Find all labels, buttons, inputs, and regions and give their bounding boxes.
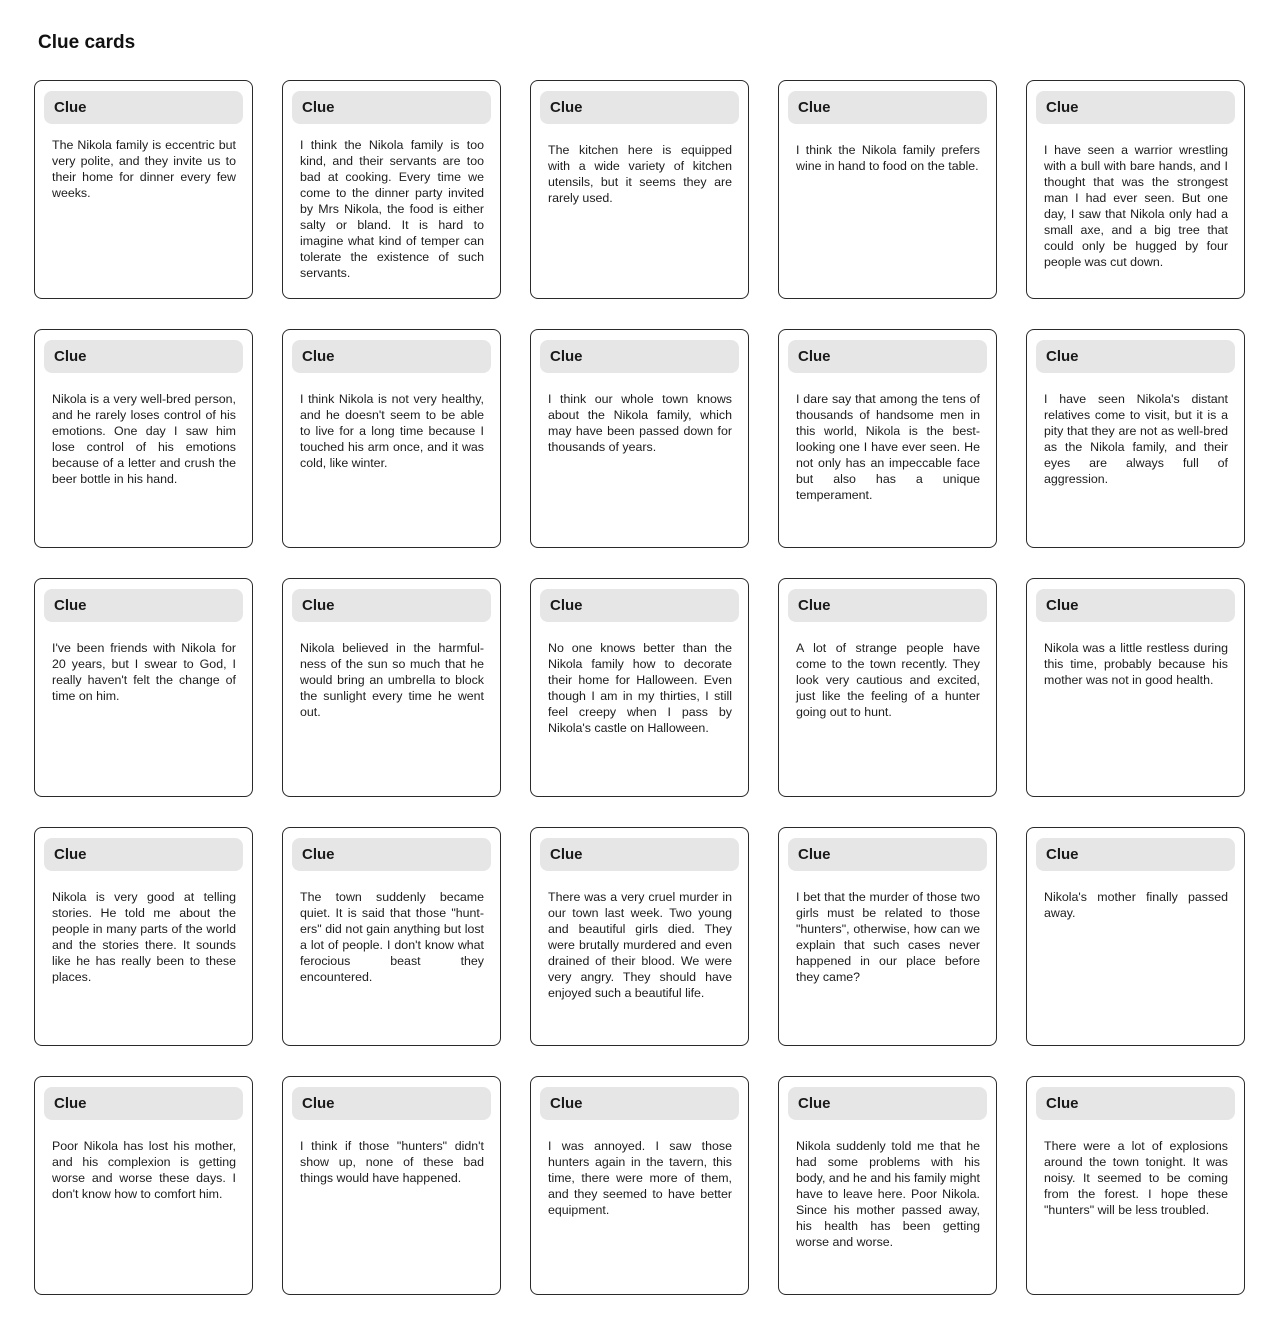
clue-card	[34, 578, 253, 797]
card-text: The Nikola family is eccentric but very polite, and they invite us to their home for dinner every few weeks.	[52, 138, 236, 200]
clue-card	[282, 329, 501, 548]
card-text: Nikola suddenly told me that he had some problems with his body, and he and his family might have to leave here. Poor Nikola. Since his mother passed away, his health has been getting worse and worse.	[796, 1139, 980, 1249]
card-header: Clue	[540, 91, 739, 124]
card-text: I think the Nikola family is too kind, and their servants are too bad at cooking. Every time we come to the dinner party invited by Mrs Nikola, the food is either salty or bland. It is hard to imagine what kind of temper can tolerate the existence of such servants.	[300, 138, 484, 280]
card-text: A lot of strange people have come to the town recently. They look very cautious and excited, just like the feeling of a hunter going out to hunt.	[796, 641, 980, 719]
page-title: Clue cards	[38, 32, 136, 53]
card-header: Clue	[1036, 91, 1235, 124]
clue-card	[34, 827, 253, 1046]
card-header: Clue	[1036, 589, 1235, 622]
card-header: Clue	[292, 91, 491, 124]
card-text: Nikola is a very well-bred person, and he rarely loses control of his emotions. One day I saw him lose control of his emotions because of a letter and crush the beer bottle in his hand.	[52, 392, 236, 486]
clue-card	[282, 827, 501, 1046]
card-text: Nikola was a little restless during this time, probably because his mother was not in good health.	[1044, 641, 1228, 687]
card-text: There was a very cruel murder in our town last week. Two young and beautiful girls died. They were brutally murdered and even drained of their blood. We were very angry. They should have enjoyed such a beautiful life.	[548, 890, 732, 1000]
card-text: Nikola believed in the harmfulness of the sun so much that he would bring an umbrella to block the sunlight every time he went out.	[300, 641, 484, 719]
card-header: Clue	[44, 340, 243, 373]
card-header: Clue	[1036, 1087, 1235, 1120]
card-header: Clue	[788, 838, 987, 871]
clue-card	[530, 827, 749, 1046]
card-text: The kitchen here is equipped with a wide variety of kitchen utensils, but it seems they are rarely used.	[548, 143, 732, 205]
card-text: I dare say that among the tens of thousands of handsome men in this world, Nikola is the best-looking one I have ever seen. He not only has an impeccable face but also has a unique temperament.	[796, 392, 980, 502]
clue-card	[778, 80, 997, 299]
clue-card	[778, 827, 997, 1046]
card-text: I think the Nikola family prefers wine in hand to food on the table.	[796, 143, 980, 173]
clue-card	[778, 329, 997, 548]
clue-card	[1026, 1076, 1245, 1295]
clue-card	[282, 80, 501, 299]
card-header: Clue	[292, 340, 491, 373]
card-text: There were a lot of explosions around the town tonight. It was noisy. It seemed to be coming from the forest. I hope these "hunters" will be less troubled.	[1044, 1139, 1228, 1217]
card-text: I have seen a warrior wrestling with a bull with bare hands, and I thought that was the strongest man I had ever seen. But one day, I saw that Nikola only had a small axe, and a big tree that could only be hugged by four people was cut down.	[1044, 143, 1228, 269]
clue-card	[34, 1076, 253, 1295]
card-text: Nikola is very good at telling stories. He told me about the people in many parts of the world and the stories there. It sounds like he has really been to these places.	[52, 890, 236, 984]
card-text: Nikola's mother finally passed away.	[1044, 890, 1228, 920]
card-header: Clue	[1036, 838, 1235, 871]
clue-card	[282, 578, 501, 797]
card-header: Clue	[292, 589, 491, 622]
clue-card	[282, 1076, 501, 1295]
card-text: I bet that the murder of those two girls must be related to those "hunters", otherwise, how can we explain that such cases never happened in our place before they came?	[796, 890, 980, 984]
card-text: I think Nikola is not very healthy, and he doesn't seem to be able to live for a long time because I touched his arm once, and it was cold, like winter.	[300, 392, 484, 470]
clue-card-grid	[34, 80, 1245, 1295]
card-text: No one knows better than the Nikola family how to decorate their home for Halloween. Even though I am in my thirties, I still feel creepy when I pass by Nikola's castle on Halloween.	[548, 641, 732, 735]
clue-card	[34, 329, 253, 548]
card-header: Clue	[1036, 340, 1235, 373]
clue-card	[1026, 827, 1245, 1046]
clue-card	[530, 80, 749, 299]
clue-card	[1026, 578, 1245, 797]
card-text: Poor Nikola has lost his mother, and his complexion is getting worse and worse these days. I don't know how to comfort him.	[52, 1139, 236, 1201]
card-text: I was annoyed. I saw those hunters again in the tavern, this time, there were more of them, and they seemed to have better equipment.	[548, 1139, 732, 1217]
card-header: Clue	[788, 589, 987, 622]
card-header: Clue	[788, 1087, 987, 1120]
clue-card	[778, 578, 997, 797]
card-header: Clue	[540, 589, 739, 622]
card-text: I think our whole town knows about the Nikola family, which may have been passed down for thousands of years.	[548, 392, 732, 454]
clue-card	[530, 1076, 749, 1295]
card-header: Clue	[44, 91, 243, 124]
card-text: I have seen Nikola's distant relatives come to visit, but it is a pity that they are not as well-bred as the Nikola family, and their eyes are always full of aggression.	[1044, 392, 1228, 486]
card-header: Clue	[44, 838, 243, 871]
card-text: I've been friends with Nikola for 20 years, but I swear to God, I really haven't felt the change of time on him.	[52, 641, 236, 703]
clue-card	[1026, 329, 1245, 548]
card-text: I think if those "hunters" didn't show up, none of these bad things would have happened.	[300, 1139, 484, 1185]
card-header: Clue	[292, 1087, 491, 1120]
card-header: Clue	[540, 838, 739, 871]
card-header: Clue	[44, 1087, 243, 1120]
clue-card	[530, 578, 749, 797]
clue-card	[778, 1076, 997, 1295]
card-header: Clue	[44, 589, 243, 622]
card-header: Clue	[292, 838, 491, 871]
clue-card	[34, 80, 253, 299]
clue-card	[530, 329, 749, 548]
card-header: Clue	[540, 340, 739, 373]
card-header: Clue	[788, 340, 987, 373]
card-text: The town suddenly became quiet. It is said that those "hunters" did not gain anything but lost a lot of people. I don't know what ferocious beast they encountered.	[300, 890, 484, 984]
clue-card	[1026, 80, 1245, 299]
card-header: Clue	[540, 1087, 739, 1120]
card-header: Clue	[788, 91, 987, 124]
